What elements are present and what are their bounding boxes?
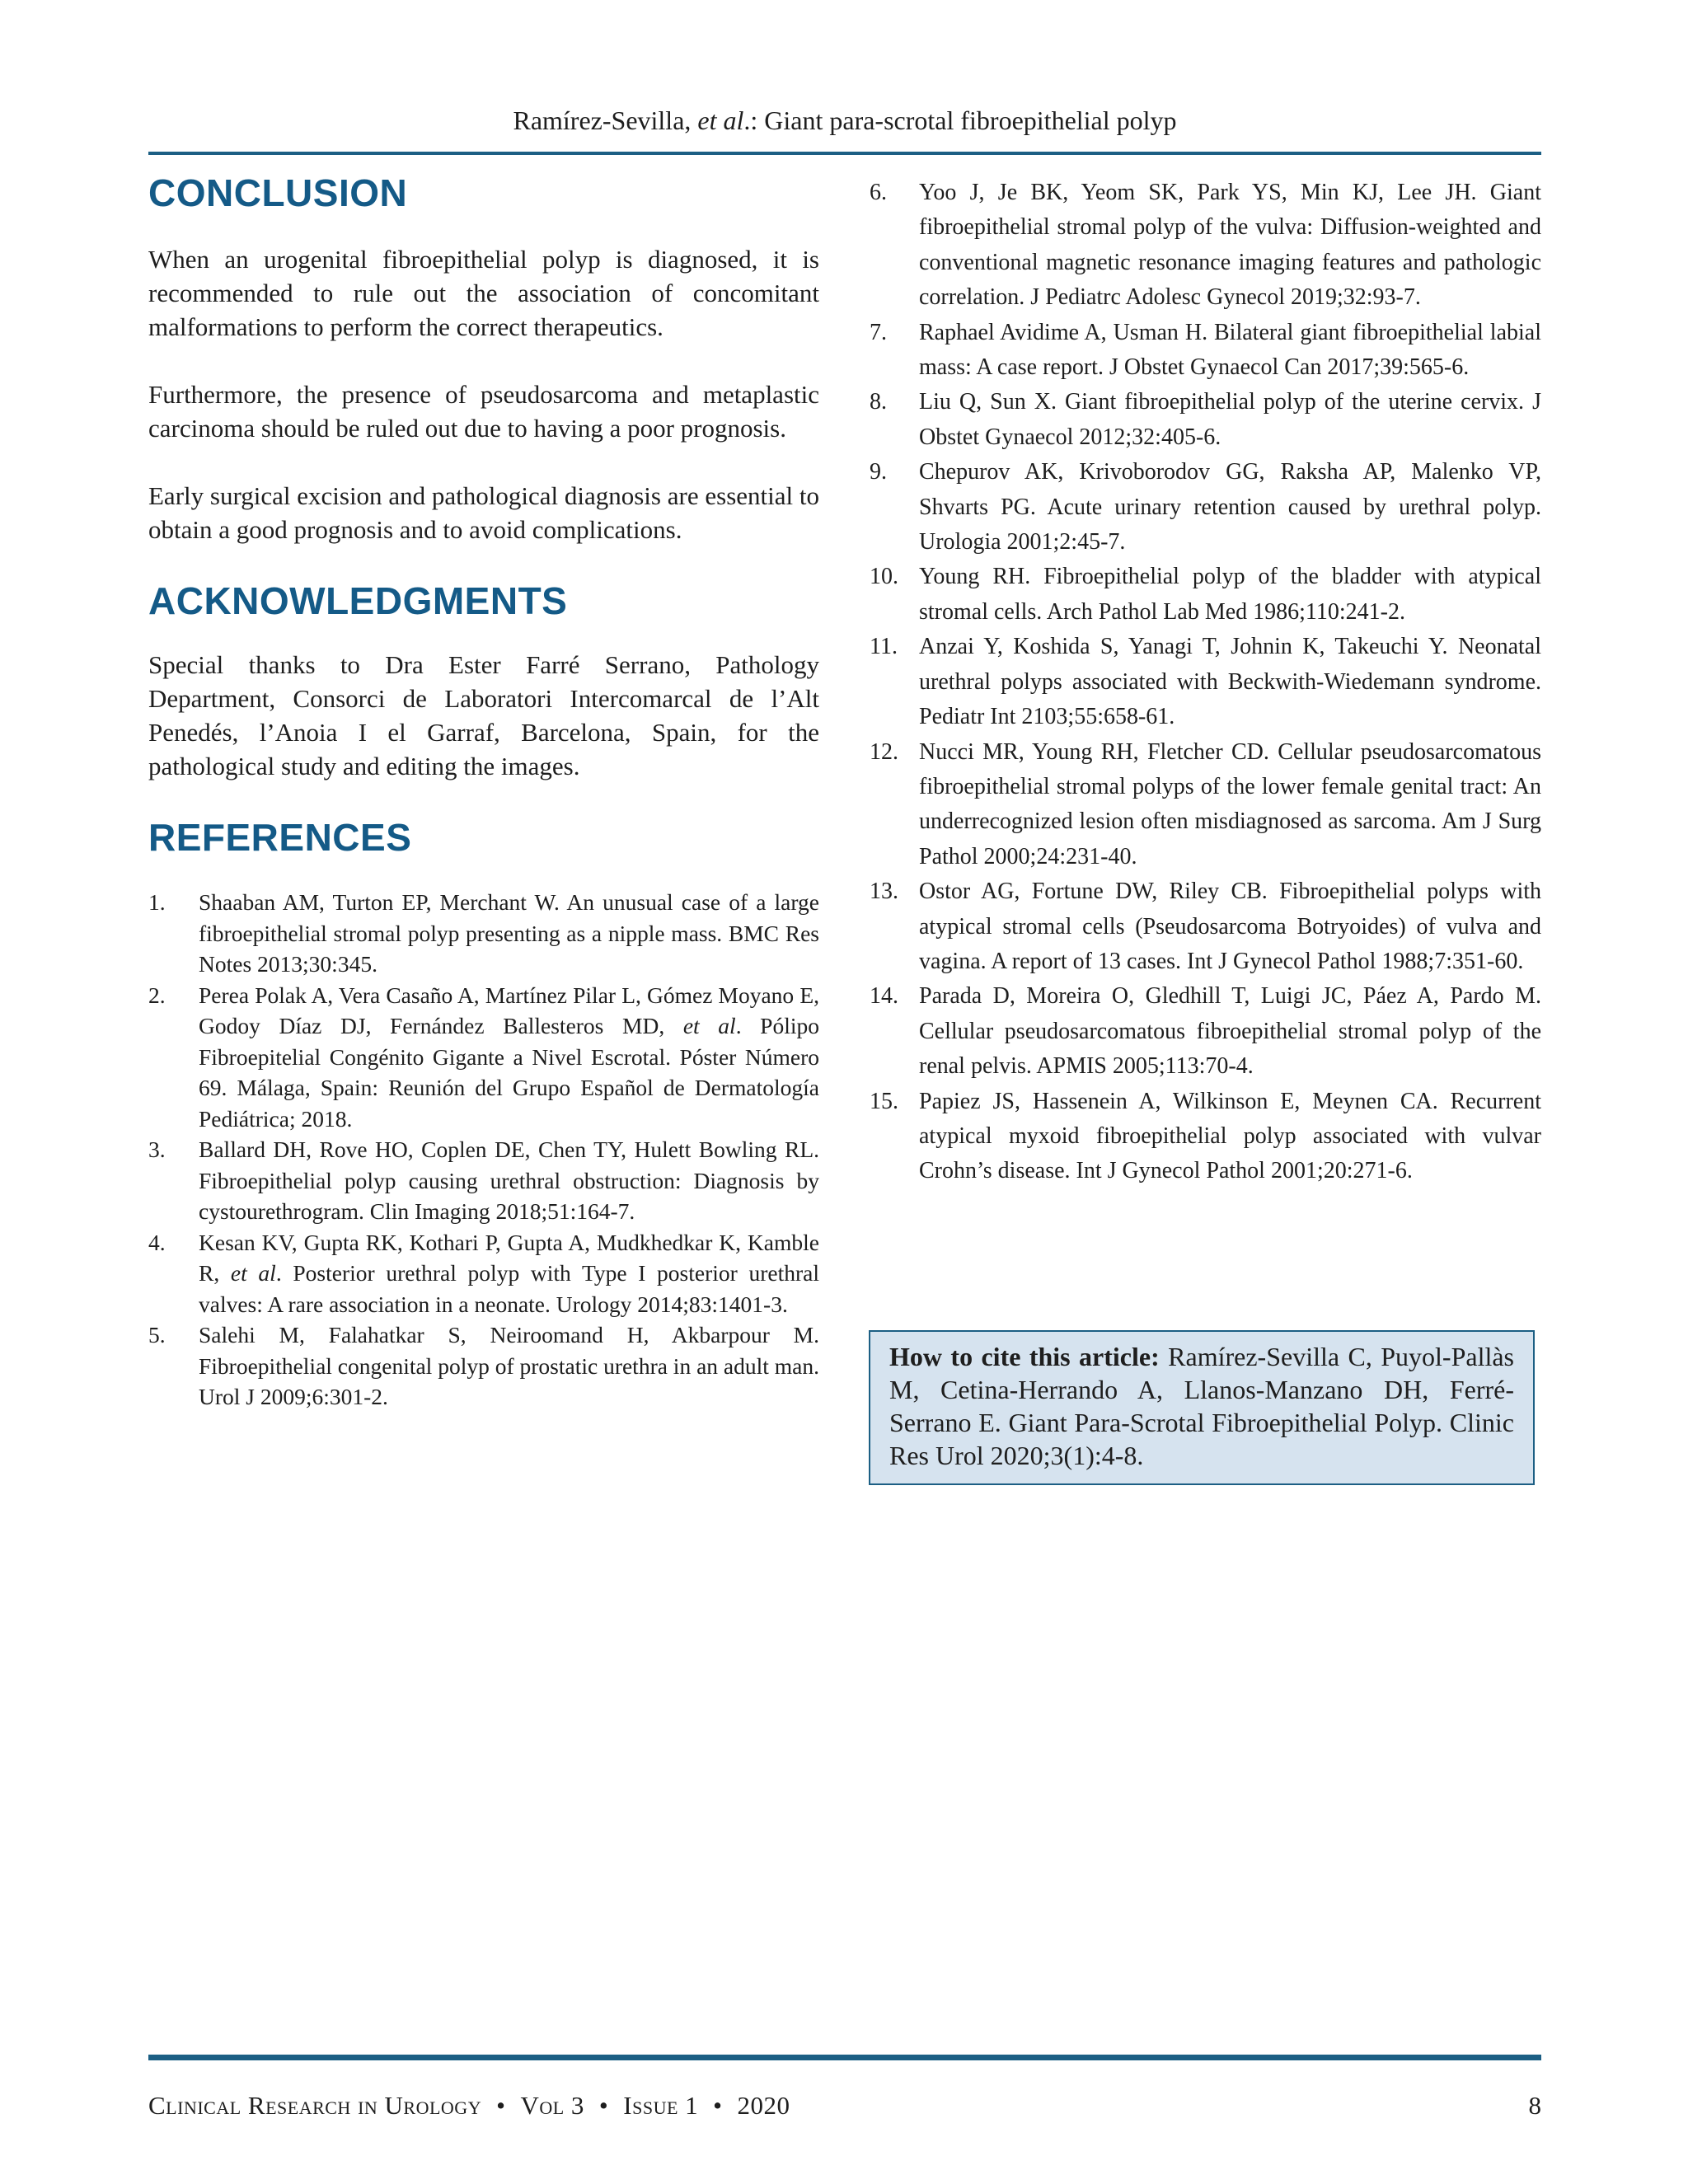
reference-text: Ballard DH, Rove HO, Coplen DE, Chen TY, Hulett Bowling RL. Fibroepithelial polyp causing urethral obstruction: Diagnosis by cystourethrogram. Clin Imaging 2018;51:164-7. xyxy=(199,1137,819,1224)
reference-number: 8. xyxy=(870,389,887,415)
reference-number: 6. xyxy=(870,180,887,205)
reference-text: Shaaban AM, Turton EP, Merchant W. An unusual case of a large fibroepithelial stromal polyp presenting as a nipple mass. BMC Res Notes 2013;30:345. xyxy=(199,889,819,977)
footer-bullet: • xyxy=(598,2091,609,2120)
reference-item xyxy=(148,980,819,1135)
reference-item xyxy=(870,560,1541,630)
reference-item xyxy=(870,735,1541,875)
reference-text: Raphael Avidime A, Usman H. Bilateral giant fibroepithelial labial mass: A case report. J Obstet Gynaecol Can 2017;39:565-6. xyxy=(919,319,1541,381)
footer-bullet: • xyxy=(496,2091,506,2120)
reference-number: 11. xyxy=(870,634,898,660)
reference-etal: et al xyxy=(230,1260,276,1286)
conclusion-paragraph: Early surgical excision and pathological diagnosis are essential to obtain a good prognosis and to avoid complications. xyxy=(148,481,819,544)
citation-box xyxy=(869,1330,1535,1485)
right-column xyxy=(870,176,1541,1189)
reference-item xyxy=(148,1134,819,1227)
reference-item xyxy=(870,874,1541,979)
reference-number: 9. xyxy=(870,459,887,485)
footer-rule xyxy=(148,2055,1541,2060)
footer-bullet: • xyxy=(713,2091,723,2120)
reference-number: 4. xyxy=(148,1229,166,1255)
footer-issue: Issue 1 xyxy=(623,2091,699,2120)
reference-text: Nucci MR, Young RH, Fletcher CD. Cellular pseudosarcomatous fibroepithelial stromal polyps of the lower female genital tract: An underrecognized lesion often misdiagnosed as sarcoma. Am J Surg Pathol 2000;24:231-40. xyxy=(919,738,1541,869)
running-head xyxy=(148,104,1541,137)
reference-text: Parada D, Moreira O, Gledhill T, Luigi JC, Páez A, Pardo M. Cellular pseudosarcomatous fibroepithelial stromal polyp of the renal pelvis. APMIS 2005;113:70-4. xyxy=(919,983,1541,1080)
footer-volume: Vol 3 xyxy=(520,2091,584,2120)
reference-list-left xyxy=(148,887,819,1413)
conclusion-heading: CONCLUSION xyxy=(148,171,408,214)
reference-number: 5. xyxy=(148,1322,166,1347)
reference-number: 2. xyxy=(148,982,166,1008)
reference-item xyxy=(870,176,1541,316)
running-head-title: .: Giant para-scrotal fibroepithelial polyp xyxy=(743,105,1177,135)
reference-item xyxy=(870,630,1541,734)
reference-list-right xyxy=(870,176,1541,1189)
reference-item xyxy=(148,887,819,980)
reference-text: Young RH. Fibroepithelial polyp of the bladder with atypical stromal cells. Arch Pathol Lab Med 1986;110:241-2. xyxy=(919,564,1541,625)
reference-number: 12. xyxy=(870,738,898,765)
reference-number: 10. xyxy=(870,564,898,590)
acknowledgments-text: Special thanks to Dra Ester Farré Serrano, Pathology Department, Consorci de Laboratori Intercomarcal de l’Alt Penedés, l’Anoia I el Garraf, Barcelona, Spain, for the pathological study and editing the images. xyxy=(148,650,819,780)
reference-number: 3. xyxy=(148,1137,166,1162)
reference-item xyxy=(148,1227,819,1320)
reference-item xyxy=(870,455,1541,560)
page-footer xyxy=(148,2089,1541,2122)
citation-text: Ramírez-Sevilla C, Puyol-Pallàs M, Cetina-Herrando A, Llanos-Manzano DH, Ferré-Serrano E. Giant Para-Scrotal Fibroepithelial Polyp. Clinic Res Urol 2020;3(1):4-8. xyxy=(889,1342,1514,1470)
header-rule xyxy=(148,152,1541,155)
reference-text: Papiez JS, Hassenein A, Wilkinson E, Meynen CA. Recurrent atypical myxoid fibroepithelial polyp associated with vulvar Crohn’s disease. Int J Gynecol Pathol 2001;20:271-6. xyxy=(919,1088,1541,1184)
reference-etal: et al xyxy=(682,1013,736,1038)
reference-number: 7. xyxy=(870,319,887,345)
references-heading: REFERENCES xyxy=(148,816,412,859)
page-number: 8 xyxy=(1528,2091,1541,2120)
citation-lead: How to cite this article: xyxy=(889,1342,1160,1371)
reference-text: Chepurov AK, Krivoborodov GG, Raksha AP, Malenko VP, Shvarts PG. Acute urinary retention caused by urethral polyp. Urologia 2001;2:45-7. xyxy=(919,459,1541,555)
reference-number: 15. xyxy=(870,1088,898,1114)
reference-item xyxy=(870,979,1541,1084)
conclusion-paragraph: Furthermore, the presence of pseudosarcoma and metaplastic carcinoma should be ruled out due to having a poor prognosis. xyxy=(148,380,819,443)
acknowledgments-heading: ACKNOWLEDGMENTS xyxy=(148,579,568,622)
reference-item xyxy=(870,1085,1541,1189)
reference-item xyxy=(870,316,1541,386)
reference-text: Ostor AG, Fortune DW, Riley CB. Fibroepithelial polyps with atypical stromal cells (Pseudosarcoma Botryoides) of vulva and vagina. A report of 13 cases. Int J Gynecol Pathol 1988;7:351-60. xyxy=(919,879,1541,974)
reference-text: Perea Polak A, Vera Casaño A, Martínez Pilar L, Gómez Moyano E, Godoy Díaz DJ, Fernández Ballesteros MD, et al. Pólipo Fibroepitelial Congénito Gigante a Nivel Escrotal. Póster Número 69. Málaga, Spain: Reunión del Grupo Español de Dermatología Pediátrica; 2018. xyxy=(199,982,820,1132)
reference-text: Kesan KV, Gupta RK, Kothari P, Gupta A, Mudkhedkar K, Kamble R, et al. Posterior urethral polyp with Type I posterior urethral valves: A rare association in a neonate. Urology 2014;83:1401-3. xyxy=(199,1229,819,1317)
reference-number: 13. xyxy=(870,879,898,905)
reference-number: 14. xyxy=(870,983,898,1010)
reference-text: Anzai Y, Koshida S, Yanagi T, Johnin K, Takeuchi Y. Neonatal urethral polyps associated with Beckwith-Wiedemann syndrome. Pediatr Int 2103;55:658-61. xyxy=(919,634,1541,730)
reference-text: Liu Q, Sun X. Giant fibroepithelial polyp of the uterine cervix. J Obstet Gynaecol 2012;32:405-6. xyxy=(919,389,1541,450)
footer-year: 2020 xyxy=(737,2091,790,2120)
footer-journal-name: Clinical Research in Urology xyxy=(148,2091,482,2120)
reference-text: Yoo J, Je BK, Yeom SK, Park YS, Min KJ, Lee JH. Giant fibroepithelial stromal polyp of the vulva: Diffusion-weighted and conventional magnetic resonance imaging features and pathologic correlation. J Pediatrc Adolesc Gynecol 2019;32:93-7. xyxy=(919,180,1541,311)
footer-journal-info xyxy=(148,2089,790,2122)
left-column xyxy=(148,170,819,1413)
reference-number: 1. xyxy=(148,889,166,915)
reference-text: Salehi M, Falahatkar S, Neiroomand H, Akbarpour M. Fibroepithelial congenital polyp of prostatic urethra in an adult man. Urol J 2009;6:301-2. xyxy=(199,1322,819,1409)
conclusion-paragraph: When an urogenital fibroepithelial polyp is diagnosed, it is recommended to rule out the association of concomitant malformations to perform the correct therapeutics. xyxy=(148,245,819,341)
reference-item xyxy=(870,385,1541,455)
running-head-etal: et al xyxy=(697,105,744,135)
reference-item xyxy=(148,1319,819,1413)
running-head-authors: Ramírez-Sevilla, xyxy=(513,105,692,135)
